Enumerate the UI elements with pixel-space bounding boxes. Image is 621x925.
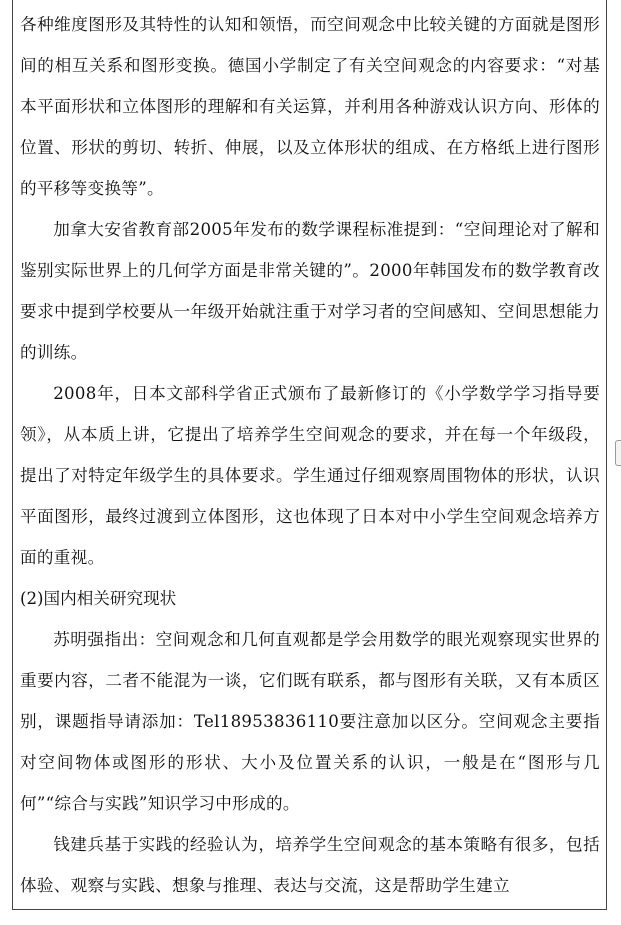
side-scroll-tab[interactable] [615, 440, 621, 466]
paragraph-canada-korea: 加拿大安省教育部2005年发布的数学课程标准提到：“空间理论对了解和鉴别实际世界上的几何学方面是非常关键的”。2000年韩国发布的数学教育改要求中提到学校要从一年级开始就注重于对学习者的空间感知、空间思想能力的训练。 [20, 220, 600, 362]
paragraph-qian-jianbing: 钱建兵基于实践的经验认为，培养学生空间观念的基本策略有很多，包括体验、观察与实践、想象与推理、表达与交流，这是帮助学生建立 [20, 835, 600, 895]
paragraph-su-mingqiang: 苏明强指出：空间观念和几何直观都是学会用数学的眼光观察现实世界的重要内容，二者不能混为一谈，它们既有联系，都与图形有关联，又有本质区别，课题指导请添加：Tel18953836110要注意加以区分。空间观念主要指对空间物体或图形的形状、大小及位置关系的认识，一般是在“图形与几何”“综合与实践”知识学习中形成的。 [20, 630, 600, 813]
section-heading: (2)国内相关研究现状 [20, 589, 177, 608]
paragraph-continuation: 各种维度图形及其特性的认知和领悟，而空间观念中比较关键的方面就是图形间的相互关系和图形变换。德国小学制定了有关空间观念的内容要求：“对基本平面形状和立体图形的理解和有关运算，并利用各种游戏认识方向、形体的位置、形状的剪切、转折、伸展，以及立体形状的组成、在方格纸上进行图形的平移等变换等”。 [20, 15, 600, 198]
document-body [20, 4, 600, 906]
paragraph-japan: 2008年，日本文部科学省正式颁布了最新修订的《小学数学学习指导要领》，从本质上讲，它提出了培养学生空间观念的要求，并在每一个年级段，提出了对特定年级学生的具体要求。学生通过仔细观察周围物体的形状，认识平面图形，最终过渡到立体图形，这也体现了日本对中小学生空间观念培养方面的重视。 [20, 384, 600, 567]
